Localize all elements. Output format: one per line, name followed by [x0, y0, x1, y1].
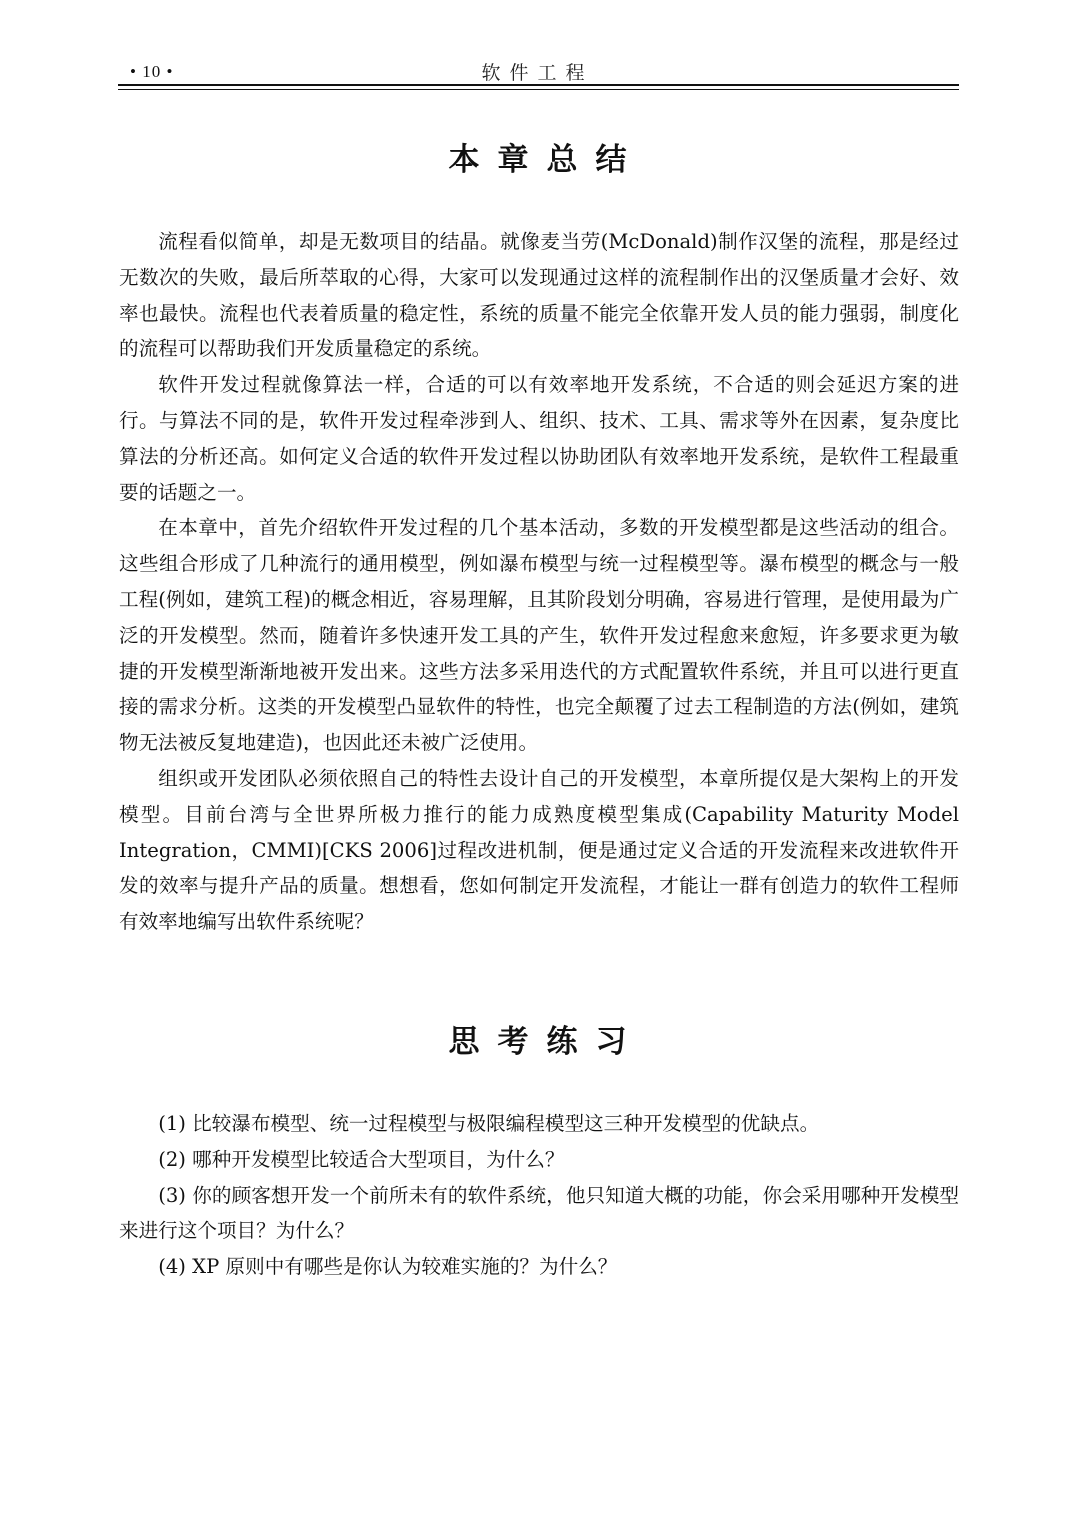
summary-paragraph: 组织或开发团队必须依照自己的特性去设计自己的开发模型，本章所提仅是大架构上的开发模型。目前台湾与全世界所极力推行的能力成熟度模型集成(Capability Maturity Model Integration，CMMI)[CKS 2006]过程改进机制，便是通过定义合适的开发流程来改进软件开发的效率与提升产品的质量。想想看，您如何制定开发流程，才能让一群有创造力的软件工程师有效率地编写出软件系统呢？: [119, 766, 959, 934]
exercise-item: (2) 哪种开发模型比较适合大型项目，为什么？: [158, 1147, 565, 1171]
exercise-list: [119, 1106, 959, 1285]
header-rule-thick: [118, 84, 959, 86]
running-title: 软件工程: [481, 62, 594, 84]
summary-paragraph: 软件开发过程就像算法一样，合适的可以有效率地开发系统，不合适的则会延迟方案的进行。与算法不同的是，软件开发过程牵涉到人、组织、技术、工具、需求等外在因素，复杂度比算法的分析还高。如何定义合适的软件开发过程以协助团队有效率地开发系统，是软件工程最重要的话题之一。: [119, 373, 959, 504]
page-number: • 10 •: [130, 62, 174, 81]
exercise-item: (4) XP 原则中有哪些是你认为较难实施的？为什么？: [158, 1255, 618, 1279]
exercises-heading: 思考练习: [448, 1024, 645, 1060]
summary-paragraph: 在本章中，首先介绍软件开发过程的几个基本活动，多数的开发模型都是这些活动的组合。这些组合形成了几种流行的通用模型，例如瀑布模型与统一过程模型等。瀑布模型的概念与一般工程(例如，建筑工程)的概念相近，容易理解，且其阶段划分明确，容易进行管理，是使用最为广泛的开发模型。然而，随着许多快速开发工具的产生，软件开发过程愈来愈短，许多要求更为敏捷的开发模型渐渐地被开发出来。这些方法多采用迭代的方式配置软件系统，并且可以进行更直接的需求分析。这类的开发模型凸显软件的特性，也完全颠覆了过去工程制造的方法(例如，建筑物无法被反复地建造)，也因此还未被广泛使用。: [119, 516, 959, 755]
chapter-summary-body: [119, 224, 959, 940]
summary-paragraph: 流程看似简单，却是无数项目的结晶。就像麦当劳(McDonald)制作汉堡的流程，那是经过无数次的失败，最后所萃取的心得，大家可以发现通过这样的流程制作出的汉堡质量才会好、效率也最快。流程也代表着质量的稳定性，系统的质量不能完全依靠开发人员的能力强弱，制度化的流程可以帮助我们开发质量稳定的系统。: [119, 230, 959, 361]
exercise-item: (3) 你的顾客想开发一个前所未有的软件系统，他只知道大概的功能，你会采用哪种开发模型来进行这个项目？为什么？: [119, 1183, 959, 1243]
exercise-item: (1) 比较瀑布模型、统一过程模型与极限编程模型这三种开发模型的优缺点。: [158, 1112, 820, 1135]
header-rule-thin: [118, 89, 959, 90]
chapter-summary-heading: 本章总结: [448, 142, 645, 178]
